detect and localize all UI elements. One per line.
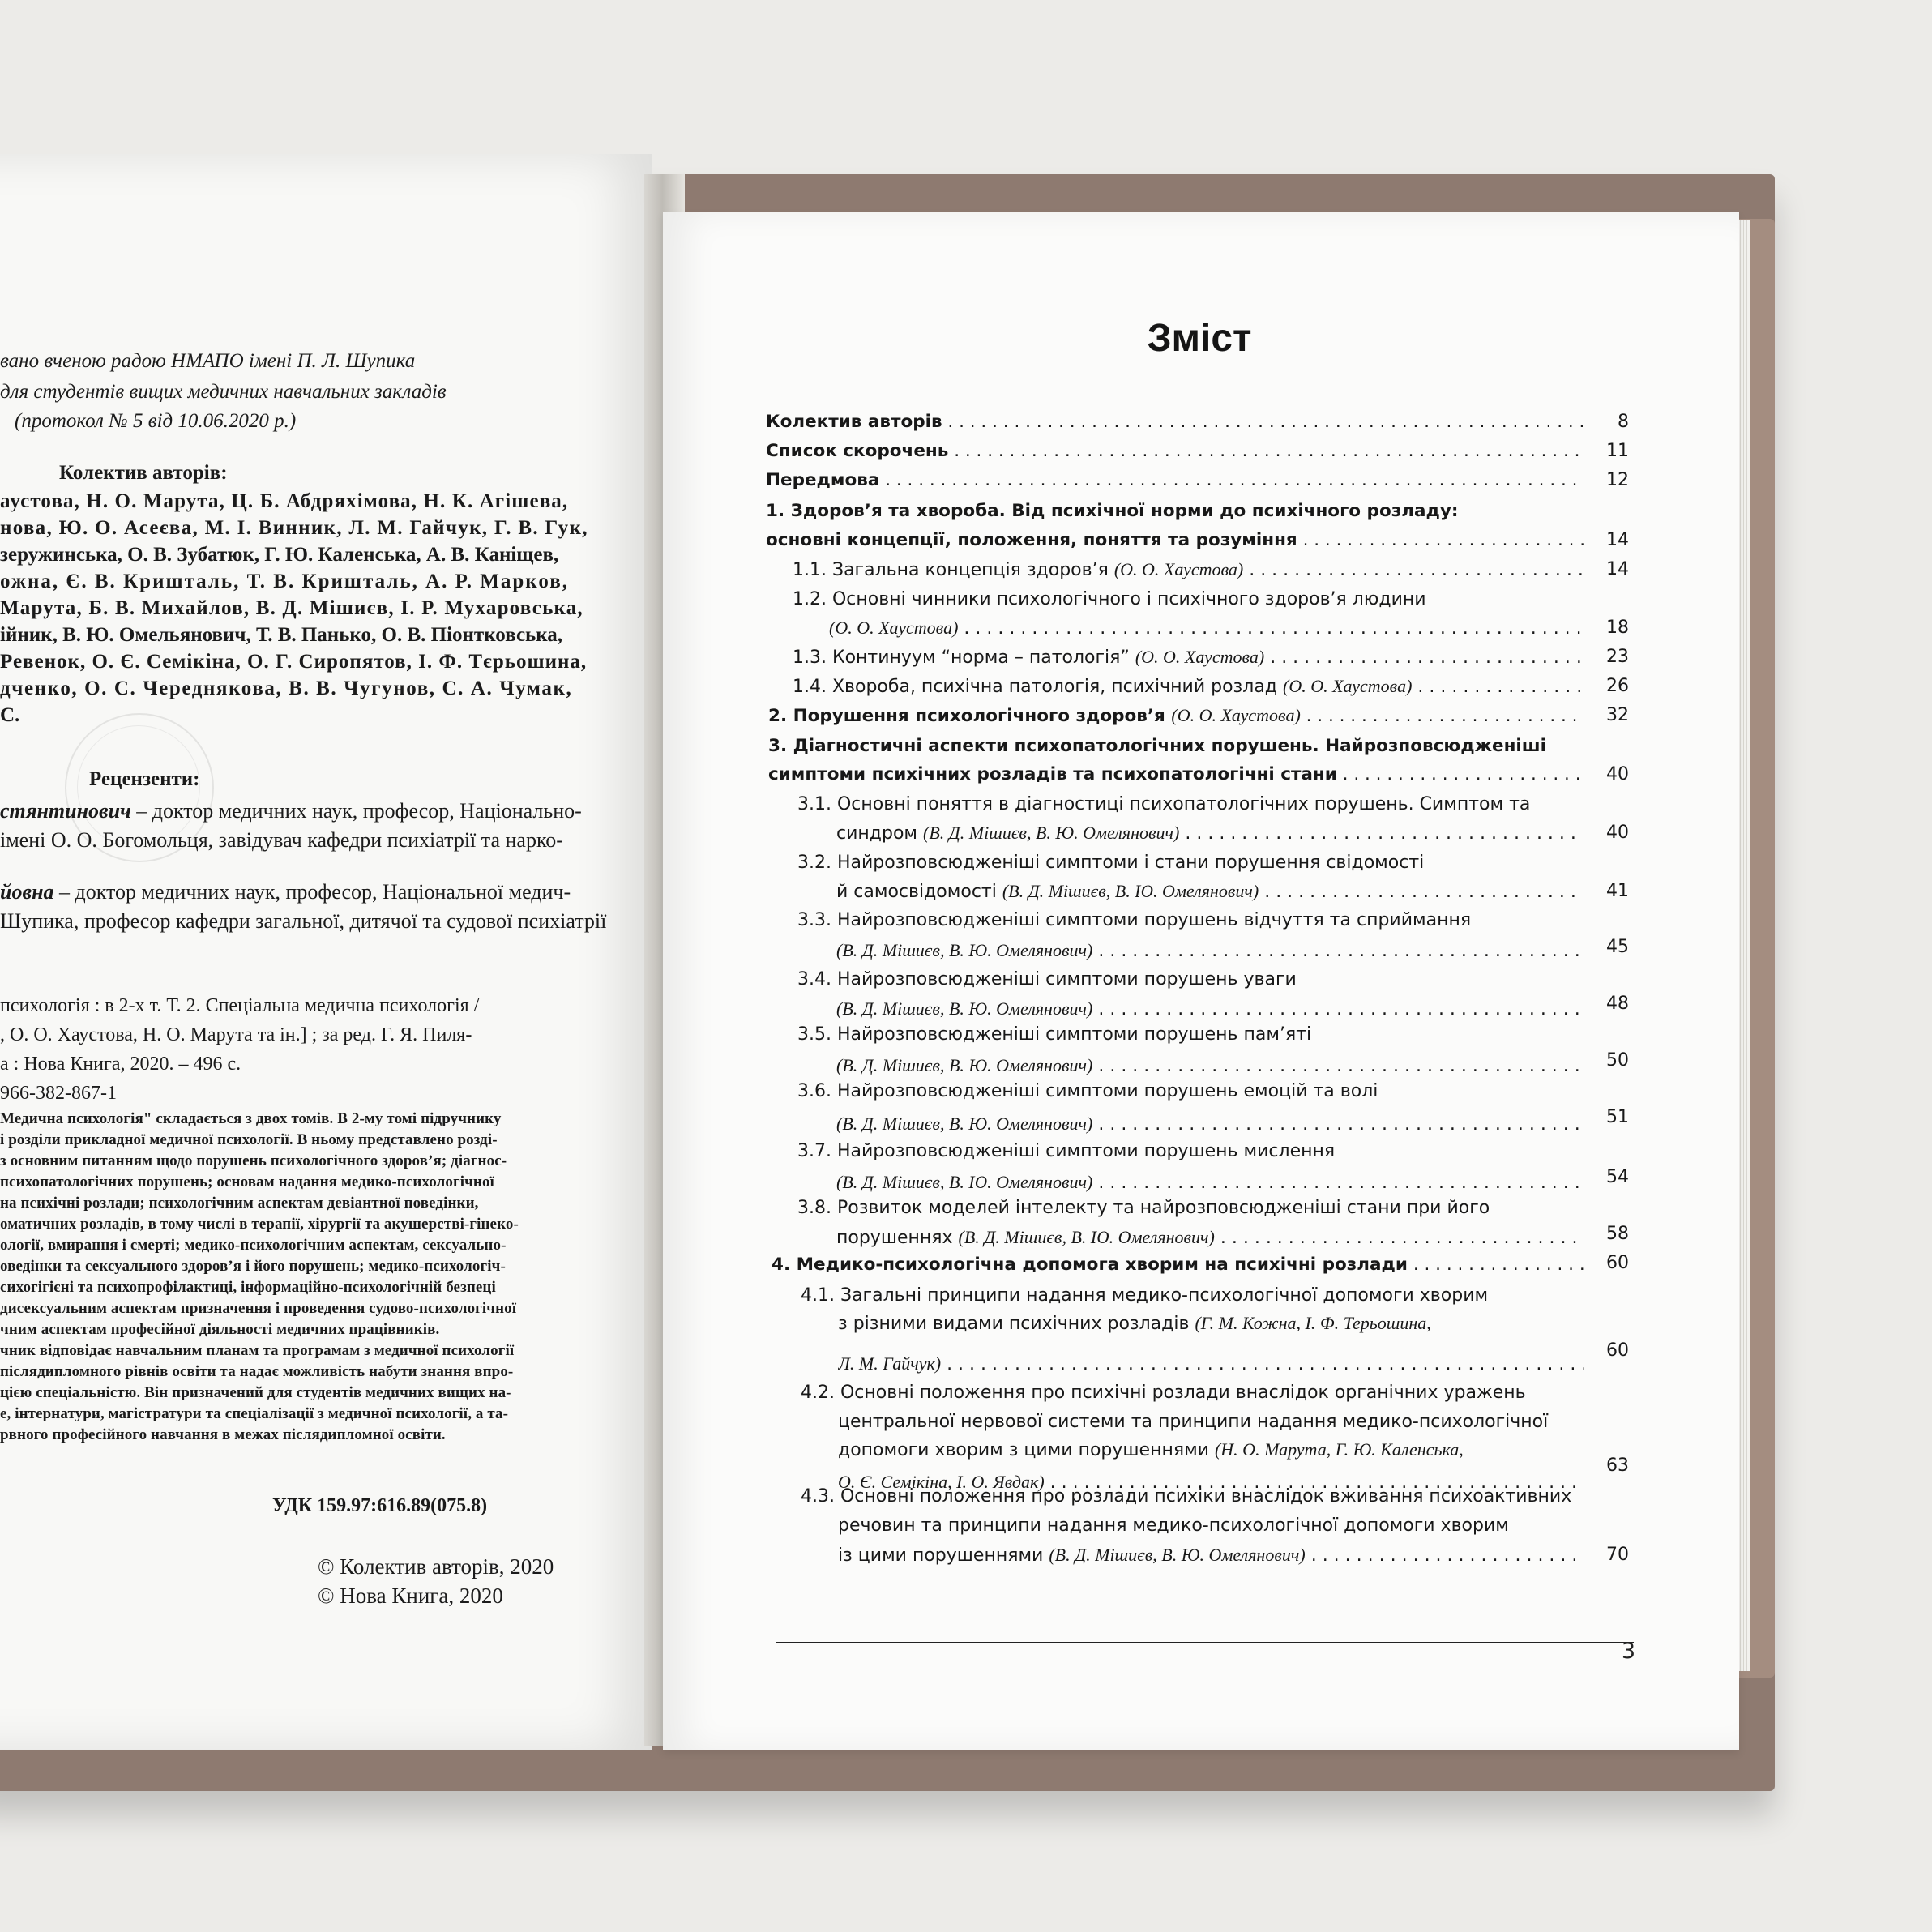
- toc-page: 60: [1606, 1253, 1629, 1273]
- toc-page: 50: [1606, 1050, 1629, 1071]
- toc-entry: основні концепції, положення, поняття та розуміння . . .: [766, 530, 1584, 550]
- abstract-line: цією спеціальністю. Він призначений для студентів медичних вищих на-: [0, 1384, 511, 1401]
- toc-page: 54: [1606, 1167, 1629, 1187]
- abstract-line: сихогігієні та психопрофілактиці, інформаційно-психологічній безпеці: [0, 1279, 496, 1296]
- reviewer-1-line-1: [0, 799, 582, 823]
- biblio-line: , О. О. Хаустова, Н. О. Марута та ін.] ; за ред. Г. Я. Пиля-: [0, 1024, 472, 1045]
- toc-title: Зміст: [1147, 317, 1252, 360]
- abstract-line: рвного професійного навчання в межах післядипломної освіти.: [0, 1426, 446, 1443]
- toc-entry-line: речовин та принципи надання медико-психологічної допомоги хворим: [838, 1515, 1509, 1536]
- toc-entry-line: 4.3. Основні положення про розлади психіки внаслідок вживання психоактивних: [801, 1486, 1572, 1507]
- copyright-publisher: © Нова Книга, 2020: [318, 1584, 503, 1608]
- toc-page: 11: [1606, 441, 1629, 461]
- authors-line: С.: [0, 704, 20, 726]
- biblio-line: 966-382-867-1: [0, 1083, 117, 1104]
- toc-entry: Список скорочень . . .: [766, 441, 1584, 461]
- toc-entry: [836, 1113, 1584, 1135]
- toc-author: (Г. М. Кожна, І. Ф. Терьошина,: [1195, 1313, 1431, 1333]
- toc-entry: Передмова . . .: [766, 470, 1584, 490]
- toc-entry-line: центральної нервової системи та принципи надання медико-психологічної: [838, 1412, 1549, 1432]
- toc-page: 26: [1606, 676, 1629, 696]
- reviewer-2-line-1: [0, 880, 571, 904]
- abstract-line: і розділи прикладної медичної психології. В ньому представлено розді-: [0, 1131, 498, 1148]
- reviewer-2-line-2: Шупика, професор кафедри загальної, дитячої та судової психіатрії: [0, 909, 607, 933]
- toc-page: 18: [1606, 618, 1629, 638]
- authors-line: нова, Ю. О. Асеєва, М. І. Винник, Л. М. Гайчук, Г. В. Гук,: [0, 517, 588, 539]
- toc-entry: [836, 881, 1584, 902]
- abstract-line: на психічні розлади; психологічним аспектам девіантної поведінки,: [0, 1195, 479, 1212]
- toc-author: (В. Д. Мішиєв, В. Ю. Омелянович): [836, 1113, 1093, 1134]
- toc-page: 40: [1606, 823, 1629, 843]
- page-number: 3: [1621, 1639, 1635, 1664]
- toc-author: (О. О. Хаустова): [1283, 676, 1413, 696]
- toc-author: (О. О. Хаустова): [1113, 559, 1244, 579]
- toc-entry: [836, 998, 1584, 1019]
- toc-page: 14: [1606, 530, 1629, 550]
- reviewer-1-name: стянтинович: [0, 799, 131, 823]
- reviewer-2-name: йовна: [0, 880, 54, 904]
- abstract-line: післядипломного рівнів освіти та надає можливість набути знання впро-: [0, 1363, 514, 1380]
- toc-author: (В. Д. Мішиєв, В. Ю. Омелянович): [836, 940, 1093, 960]
- authors-line: зеружинська, О. В. Зубатюк, Г. Ю. Каленська, А. В. Каніщев,: [0, 544, 559, 566]
- reviewer-2-desc: – доктор медичних наук, професор, Національної медич-: [53, 880, 571, 904]
- toc-text: 1.3. Континуум “норма – патологія”: [793, 648, 1130, 668]
- toc-entry-line: 1. Здоров’я та хвороба. Від психічної норми до психічного розладу:: [766, 501, 1459, 521]
- toc-page: 51: [1606, 1107, 1629, 1127]
- footer-rule: [776, 1642, 1634, 1643]
- toc-text: синдром: [836, 823, 918, 844]
- toc-entry: [836, 940, 1584, 961]
- toc-entry-line: [838, 1313, 1431, 1334]
- udk-code: УДК 159.97:616.89(075.8): [272, 1495, 488, 1516]
- toc-entry: симптоми психічних розладів та психопатологічні стани . . .: [768, 764, 1584, 784]
- abstract-line: е, інтернатури, магістратури та спеціалізації з медичної психології, а та-: [0, 1405, 509, 1422]
- abstract-line: дисексуальним аспектам призначення і проведення судово-психологічної: [0, 1300, 517, 1317]
- authors-line: дченко, О. С. Череднякова, В. В. Чугунов, С. А. Чумак,: [0, 677, 573, 699]
- toc-entry: [768, 705, 1584, 726]
- toc-page: 41: [1606, 881, 1629, 901]
- toc-entry: [793, 559, 1584, 580]
- toc-entry-line: 3.6. Найрозповсюдженіші симптоми порушень емоцій та волі: [797, 1081, 1378, 1101]
- toc-page: 63: [1606, 1455, 1629, 1476]
- toc-page: 45: [1606, 937, 1629, 957]
- authors-line: Ревенок, О. Є. Семікіна, О. Г. Сиропятов, І. Ф. Тєрьошина,: [0, 651, 588, 673]
- toc-entry: [838, 1353, 1584, 1374]
- toc-author: (Н. О. Марута, Г. Ю. Каленська,: [1214, 1439, 1464, 1460]
- toc-page: 23: [1606, 647, 1629, 667]
- authors-line: ожна, Є. В. Кришталь, Т. В. Кришталь, А. Р. Марков,: [0, 571, 569, 592]
- toc-page: 70: [1606, 1545, 1629, 1565]
- authors-line: аустова, Н. О. Марута, Ц. Б. Абдряхімова, Н. К. Агішева,: [0, 490, 569, 512]
- toc-entry: [836, 1172, 1584, 1193]
- toc-page: 60: [1606, 1340, 1629, 1361]
- toc-entry: [836, 1055, 1584, 1076]
- toc-text: 1.4. Хвороба, психічна патологія, психічний розлад: [793, 677, 1278, 697]
- reviewer-1-line-2: імені О. О. Богомольця, завідувач кафедри психіатрії та нарко-: [0, 828, 563, 852]
- toc-author: (В. Д. Мішиєв, В. Ю. Омелянович): [958, 1227, 1215, 1247]
- toc-page: 58: [1606, 1224, 1629, 1244]
- toc-text: й самосвідомості: [836, 882, 997, 902]
- toc-page: 14: [1606, 559, 1629, 579]
- toc-entry-line: 4.2. Основні положення про психічні розлади внаслідок органічних уражень: [801, 1383, 1526, 1403]
- toc-text: з різними видами психічних розладів: [838, 1314, 1190, 1334]
- toc-text: із цими порушеннями: [838, 1545, 1044, 1566]
- toc-entry-line: [838, 1439, 1464, 1460]
- toc-text: допомоги хворим з цими порушеннями: [838, 1440, 1209, 1460]
- toc-entry-line: 3. Діагностичні аспекти психопатологічних порушень. Найрозповсюдженіші: [768, 736, 1546, 756]
- abstract-line: оматичних розладів, в тому числі в терапії, хірургії та акушерстві-гінеко-: [0, 1216, 519, 1233]
- abstract-line: ології, вмирання і смерті; медико-психологічним аспектам, сексуально-: [0, 1237, 507, 1254]
- toc-entry: [836, 1227, 1584, 1248]
- abstract-line: з основним питанням щодо порушень психологічного здоров’я; діагнос-: [0, 1152, 507, 1169]
- abstract-line: чник відповідає навчальним планам та програмам з медичної психології: [0, 1342, 515, 1359]
- abstract-line: оведінки та сексуального здоров’я і його порушень; медико-психологіч-: [0, 1258, 506, 1275]
- toc-entry-line: 3.4. Найрозповсюдженіші симптоми порушень уваги: [797, 969, 1297, 990]
- toc-author: Л. М. Гайчук): [838, 1353, 942, 1374]
- toc-page: 12: [1606, 470, 1629, 490]
- toc-entry: [838, 1545, 1584, 1566]
- toc-author: (В. Д. Мішиєв, В. Ю. Омелянович): [836, 1172, 1093, 1192]
- toc-entry-line: 3.8. Розвиток моделей інтелекту та найрозповсюдженіші стани при його: [797, 1198, 1490, 1218]
- toc-author: (В. Д. Мішиєв, В. Ю. Омелянович): [923, 823, 1180, 843]
- biblio-line: психологія : в 2-х т. Т. 2. Спеціальна медична психологія /: [0, 995, 480, 1016]
- toc-text: 1.1. Загальна концепція здоров’я: [793, 560, 1109, 580]
- reviewers-heading: Рецензенти:: [89, 768, 200, 790]
- toc-page: 40: [1606, 764, 1629, 784]
- abstract-line: психопатологічних порушень; основам надання медико-психологічної: [0, 1173, 494, 1190]
- toc-entry-line: 3.2. Найрозповсюдженіші симптоми і стани порушення свідомості: [797, 853, 1425, 873]
- toc-author: (О. О. Хаустова): [1171, 705, 1301, 725]
- authors-line: Марута, Б. В. Михайлов, В. Д. Мішиєв, І. Р. Мухаровська,: [0, 597, 583, 619]
- toc-author: О. Є. Семікіна, І. О. Явдак): [838, 1472, 1045, 1492]
- approval-line-2: для студентів вищих медичних навчальних закладів: [0, 381, 447, 403]
- toc-page: 8: [1618, 412, 1629, 432]
- toc-text: порушеннях: [836, 1228, 953, 1248]
- toc-entry-line: 4.1. Загальні принципи надання медико-психологічної допомоги хворим: [801, 1285, 1489, 1306]
- toc-author: (О. О. Хаустова): [829, 618, 959, 638]
- toc-entry-line: 1.2. Основні чинники психологічного і психічного здоров’я людини: [793, 589, 1426, 609]
- toc-entry-line: 3.1. Основні поняття в діагностиці психопатологічних порушень. Симптом та: [797, 794, 1531, 814]
- approval-line-1: вано вченою радою НМАПО імені П. Л. Шупика: [0, 350, 416, 372]
- toc-author: (О. О. Хаустова): [1135, 647, 1265, 667]
- toc-entry: [793, 647, 1584, 668]
- toc-entry: 4. Медико-психологічна допомога хворим на психічні розлади . . .: [772, 1255, 1584, 1275]
- authors-heading: Колектив авторів:: [59, 462, 228, 484]
- toc-author: (В. Д. Мішиєв, В. Ю. Омелянович): [836, 998, 1093, 1019]
- toc-entry: Колектив авторів . . .: [766, 412, 1584, 432]
- abstract-line: чним аспектам професійної діяльності медичних працівників.: [0, 1321, 440, 1338]
- toc-entry: [829, 618, 1584, 639]
- toc-entry-line: 3.7. Найрозповсюдженіші симптоми порушень мислення: [797, 1141, 1336, 1161]
- toc-entry-line: 3.3. Найрозповсюдженіші симптоми порушень відчуття та сприймання: [797, 910, 1472, 930]
- copyright-authors: © Колектив авторів, 2020: [318, 1554, 554, 1579]
- toc-entry: [836, 823, 1584, 844]
- authors-line: ійник, В. Ю. Омельянович, Т. В. Панько, О. В. Піонтковська,: [0, 624, 563, 646]
- biblio-line: а : Нова Книга, 2020. – 496 с.: [0, 1054, 242, 1075]
- toc-author: (В. Д. Мішиєв, В. Ю. Омелянович): [836, 1055, 1093, 1075]
- toc-author: (В. Д. Мішиєв, В. Ю. Омелянович): [1049, 1545, 1306, 1565]
- reviewer-1-desc: – доктор медичних наук, професор, Національно-: [130, 799, 582, 823]
- toc-text: 2. Порушення психологічного здоров’я: [768, 706, 1165, 726]
- toc-entry-line: 3.5. Найрозповсюдженіші симптоми порушень пам’яті: [797, 1024, 1312, 1045]
- approval-line-3: (протокол № 5 від 10.06.2020 р.): [15, 410, 297, 432]
- toc-page: 32: [1606, 705, 1629, 725]
- toc-author: (В. Д. Мішиєв, В. Ю. Омелянович): [1002, 881, 1259, 901]
- abstract-line: Медична психологія" складається з двох томів. В 2-му томі підручнику: [0, 1110, 502, 1127]
- toc-page: 48: [1606, 994, 1629, 1014]
- toc-entry: [793, 676, 1584, 697]
